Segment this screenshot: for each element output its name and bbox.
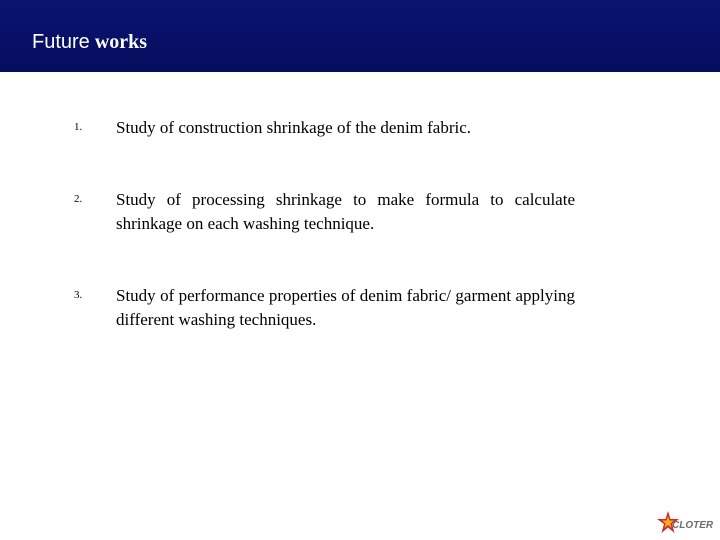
list-number: 1. [74, 121, 83, 133]
list-number: 2. [74, 193, 83, 205]
list-text: Study of processing shrinkage to make formula to calculate shrinkage on each washing technique. [116, 190, 575, 233]
logo-text: CLOTER [672, 520, 714, 531]
list-text: Study of performance properties of denim fabric/ garment applying different washing techniques. [116, 286, 575, 329]
brand-logo [656, 510, 716, 536]
list-text: Study of construction shrinkage of the denim fabric. [116, 118, 472, 137]
list-number: 3. [74, 289, 83, 301]
title-part-2: works [94, 31, 148, 53]
title-part-1: Future [32, 31, 90, 53]
